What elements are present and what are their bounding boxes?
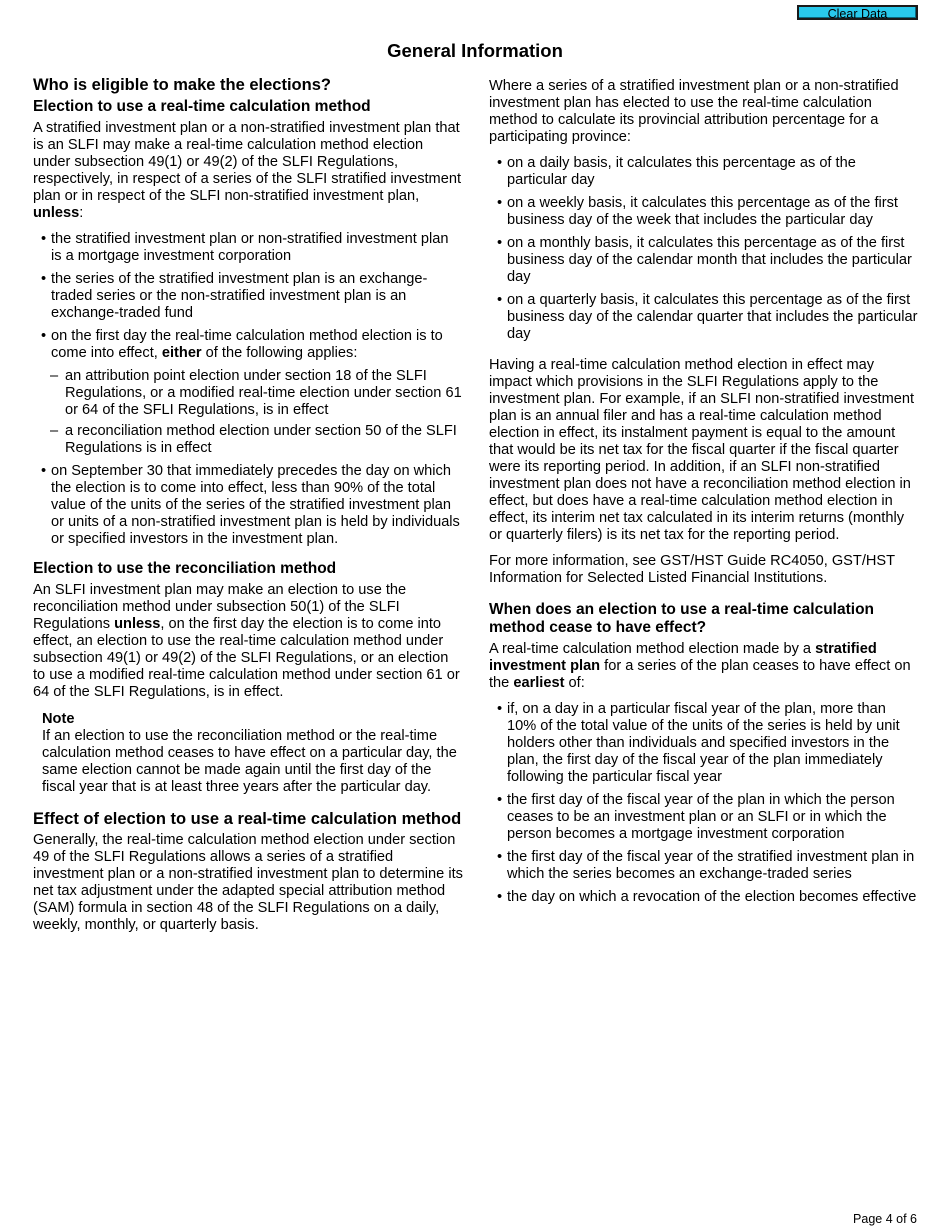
paragraph-more-info: For more information, see GST/HST Guide RC4050, GST/HST Information for Selected Listed Financial Institutions.: [489, 553, 895, 586]
clear-data-button[interactable]: Clear Data: [797, 5, 918, 20]
list-item: • on a quarterly basis, it calculates this percentage as of the first business day of the calendar quarter that includes the particular day: [489, 292, 919, 343]
note-text: If an election to use the reconciliation method or the real-time calculation method ceases to have effect on a particular day, the same election cannot be made again until the first day of the fiscal year that is at least three years after the particular day.: [42, 728, 457, 795]
right-column: [489, 78, 919, 912]
sub-list: [33, 368, 463, 457]
heading-eligible: Who is eligible to make the elections?: [33, 76, 331, 94]
heading-effect: Effect of election to use a real-time calculation method: [33, 810, 462, 828]
note-box: [42, 711, 463, 796]
list-item: • the day on which a revocation of the election becomes effective: [489, 889, 919, 906]
paragraph-reconciliation: An SLFI investment plan may make an election to use the reconciliation method under subsection 50(1) of the SLFI Regulations unless, on the first day the election is to come into effect, an election to use the real-time calculation method under subsection 49(1) or 49(2) of the SLFI Regulations, or an election to use a modified real-time calculation method under section 61 or 64 of the SLFI Regulations, is in effect.: [33, 582, 460, 700]
list-item: • the first day of the fiscal year of the plan in which the person ceases to be an investment plan or an SLFI or in which the person becomes a mortgage investment corporation: [489, 792, 919, 843]
left-column: [33, 76, 463, 934]
paragraph-impact: Having a real-time calculation method election in effect may impact which provisions in the SLFI Regulations apply to the investment plan. For example, if an SLFI non-stratified investment plan is an annual filer and has a real-time calculation method election in effect, its instalment payment is equal to the amount that would be its net tax for the fiscal quarter if the fiscal quarter were its reporting period. In addition, if an SLFI non-stratified investment plan does not have a reconciliation method election in effect, but does have a real-time calculation method election in effect, its interim net tax calculated in its interim returns (monthly or quarterly filers) is its net tax for the reporting period.: [489, 357, 915, 543]
list-item: • on a monthly basis, it calculates this percentage as of the first business day of the calendar month that includes the particular day: [489, 235, 919, 286]
list-item: • on a weekly basis, it calculates this percentage as of the first business day of the week that includes the particular day: [489, 195, 919, 229]
paragraph-cease: A real-time calculation method election made by a stratified investment plan for a series of the plan ceases to have effect on the earliest of:: [489, 641, 911, 691]
list-item: • the stratified investment plan or non-stratified investment plan is a mortgage investment corporation: [33, 231, 463, 265]
heading-cease: When does an election to use a real-time calculation method cease to have effect?: [489, 601, 875, 636]
page-title: General Information: [387, 40, 563, 61]
list-item: • on the first day the real-time calculation method election is to come into effect, either of the following applies:: [33, 328, 463, 362]
list-item: – an attribution point election under section 18 of the SLFI Regulations, or a modified real-time election under section 61 or 64 of the SFLI Regulations, is in effect: [33, 368, 463, 419]
list-item: • if, on a day in a particular fiscal year of the plan, more than 10% of the total value of the units of the series is held by unit holders other than individuals and specified investors in the plan, the first day of the fiscal year of the plan immediately following the particular fiscal year: [489, 701, 919, 786]
list-item: • on September 30 that immediately precedes the day on which the election is to come into effect, less than 90% of the total value of the units of the series of the stratified investment plan or units of a non-stratified investment plan is held by individuals or specified investors in the investment plan.: [33, 463, 463, 548]
frequency-list: [489, 155, 919, 343]
heading-realtime-election: Election to use a real-time calculation method: [33, 98, 371, 115]
cease-list: [489, 701, 919, 906]
eligibility-list-continued: [33, 463, 463, 548]
paragraph-effect: Generally, the real-time calculation method election under section 49 of the SLFI Regulations allows a series of a stratified investment plan or a non-stratified investment plan to determine its net tax adjustment under the adapted special attribution method (SAM) formula in section 48 of the SLFI Regulations on a daily, weekly, monthly, or quarterly basis.: [33, 832, 463, 933]
list-item: • on a daily basis, it calculates this percentage as of the particular day: [489, 155, 919, 189]
paragraph-intro: Where a series of a stratified investment plan or a non-stratified investment plan has elected to use the real-time calculation method to calculate its provincial attribution percentage for a participating province:: [489, 78, 899, 145]
page-number: Page 4 of 6: [853, 1212, 917, 1226]
note-heading: Note: [42, 711, 75, 727]
eligibility-list: [33, 231, 463, 362]
list-item: • the first day of the fiscal year of the stratified investment plan in which the series becomes an exchange-traded series: [489, 849, 919, 883]
list-item: • the series of the stratified investment plan is an exchange-traded series or the non-stratified investment plan is an exchange-traded fund: [33, 271, 463, 322]
heading-reconciliation: Election to use the reconciliation method: [33, 560, 337, 577]
paragraph-realtime-election: A stratified investment plan or a non-stratified investment plan that is an SLFI may make a real-time calculation method election under subsection 49(1) or 49(2) of the SLFI Regulations, respectively, in respect of a series of the SLFI stratified investment plan or in respect of the SLFI non-stratified investment plan, unless:: [33, 120, 461, 221]
list-item: – a reconciliation method election under section 50 of the SLFI Regulations is in effect: [33, 423, 463, 457]
